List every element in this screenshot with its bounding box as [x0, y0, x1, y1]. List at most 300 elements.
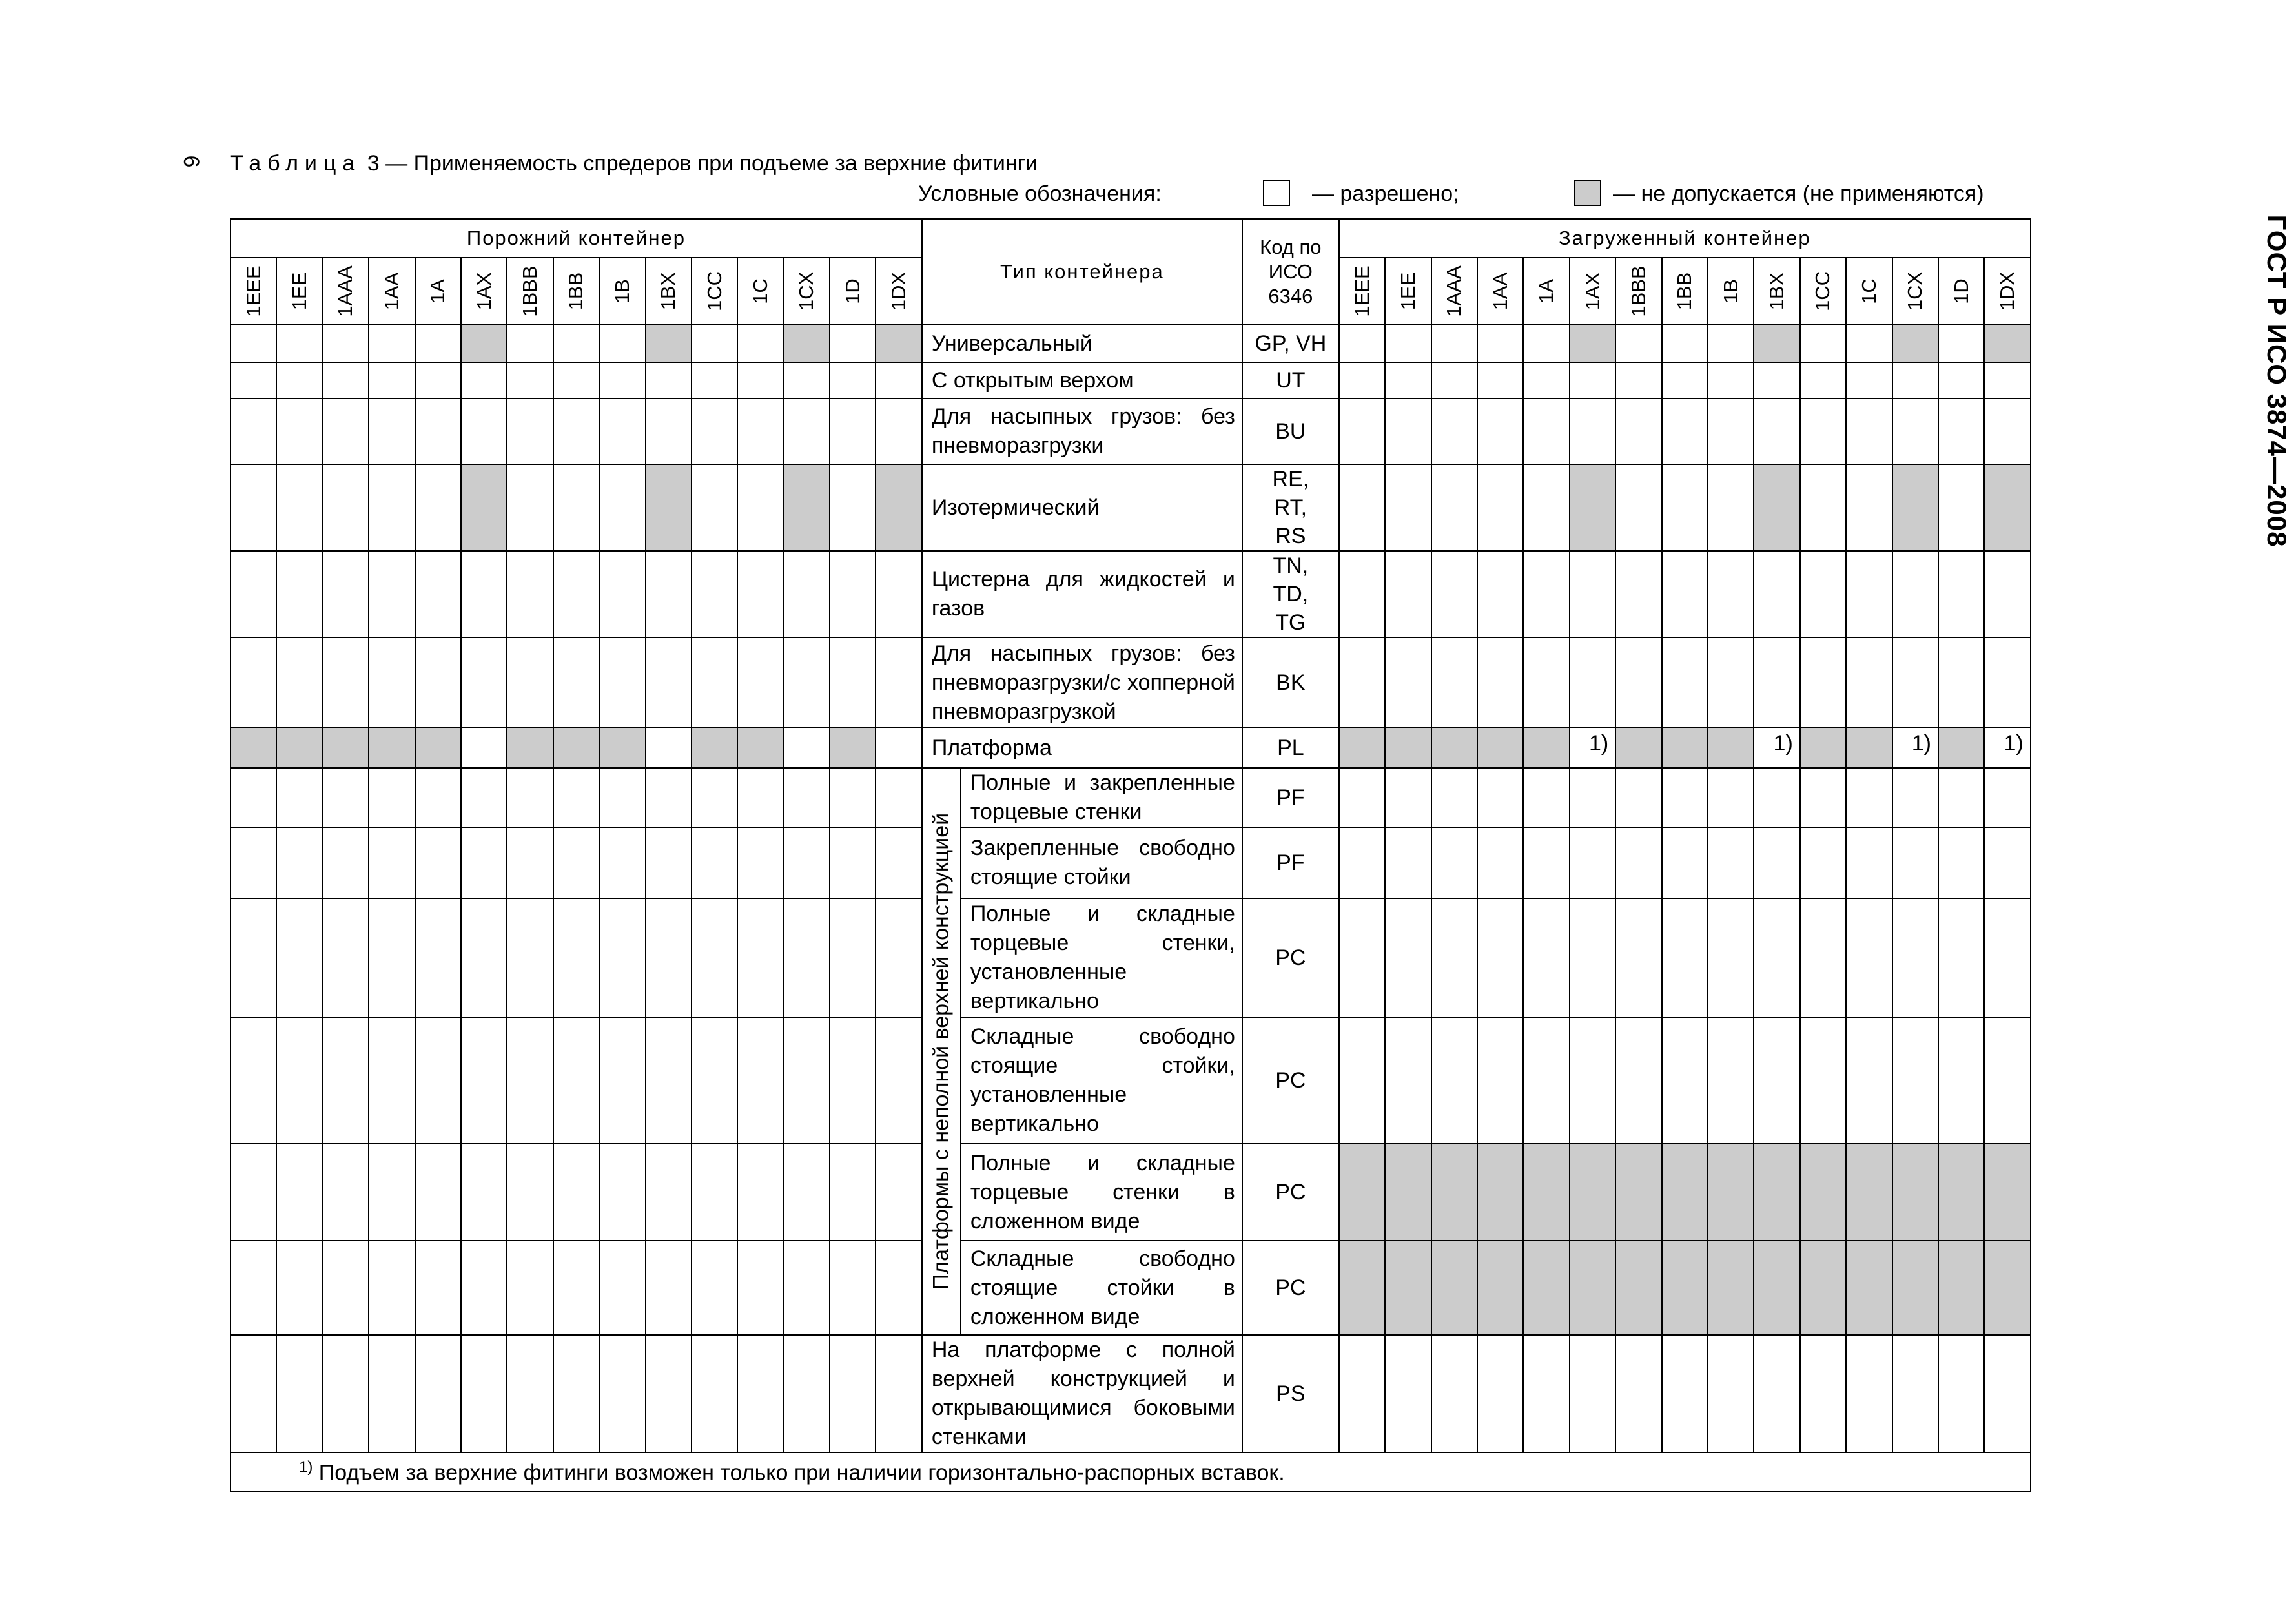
loaded-cell-allowed	[1662, 398, 1708, 464]
empty-cell-allowed	[415, 898, 461, 1017]
loaded-size-label: 1BX	[1765, 272, 1789, 311]
empty-size-label: 1CX	[795, 271, 818, 311]
empty-cell-allowed	[276, 1241, 322, 1335]
iso-code-header-line1: Код по	[1260, 236, 1322, 258]
empty-cell-not-allowed	[231, 728, 276, 768]
loaded-cell-allowed	[1339, 398, 1385, 464]
container-type-cell: Для насыпных грузов: без пневморазгрузки/с хопперной пневморазгрузкой	[922, 637, 1242, 728]
empty-cell-allowed	[830, 325, 876, 362]
loaded-cell-not-allowed	[1984, 325, 2030, 362]
empty-cell-allowed	[461, 898, 507, 1017]
empty-cell-allowed	[276, 398, 322, 464]
empty-cell-allowed	[784, 1017, 830, 1144]
loaded-cell-allowed	[1662, 1335, 1708, 1452]
empty-cell-allowed	[830, 637, 876, 728]
empty-cell-allowed	[276, 464, 322, 551]
empty-cell-allowed	[599, 325, 645, 362]
empty-cell-allowed	[646, 637, 692, 728]
loaded-cell-not-allowed	[1385, 1144, 1431, 1241]
loaded-size-header	[1477, 258, 1523, 325]
empty-cell-allowed	[323, 1144, 369, 1241]
empty-cell-allowed	[231, 325, 276, 362]
empty-cell-allowed	[599, 362, 645, 398]
loaded-cell-allowed	[1570, 768, 1615, 827]
empty-cell-allowed	[461, 768, 507, 827]
empty-cell-allowed	[507, 637, 553, 728]
empty-size-label: 1B	[610, 279, 633, 304]
loaded-size-label: 1BBB	[1626, 265, 1650, 317]
loaded-cell-allowed	[1477, 398, 1523, 464]
page-number: 6	[179, 155, 203, 168]
empty-cell-allowed	[876, 551, 921, 637]
empty-cell-allowed	[276, 362, 322, 398]
empty-cell-allowed	[461, 398, 507, 464]
loaded-cell-allowed	[1846, 551, 1892, 637]
loaded-cell-allowed	[1431, 398, 1477, 464]
loaded-cell-allowed	[1938, 768, 1984, 827]
empty-cell-not-allowed	[876, 464, 921, 551]
iso-code-cell: PF	[1242, 768, 1339, 827]
empty-cell-allowed	[323, 325, 369, 362]
loaded-cell-not-allowed	[1754, 325, 1799, 362]
loaded-cell-not-allowed	[1523, 1241, 1569, 1335]
empty-cell-allowed	[507, 398, 553, 464]
empty-cell-allowed	[369, 637, 415, 728]
loaded-cell-footnote: 1)	[1570, 728, 1615, 768]
loaded-size-header	[1708, 258, 1754, 325]
loaded-cell-not-allowed	[1938, 1241, 1984, 1335]
iso-code-cell: PS	[1242, 1335, 1339, 1452]
empty-cell-allowed	[415, 1335, 461, 1452]
empty-cell-allowed	[415, 325, 461, 362]
loaded-cell-allowed	[1892, 551, 1938, 637]
empty-cell-allowed	[553, 362, 599, 398]
loaded-cell-allowed	[1662, 325, 1708, 362]
empty-cell-allowed	[415, 1017, 461, 1144]
empty-cell-allowed	[231, 898, 276, 1017]
empty-cell-not-allowed	[830, 728, 876, 768]
empty-cell-allowed	[599, 1144, 645, 1241]
empty-cell-allowed	[461, 362, 507, 398]
empty-cell-allowed	[646, 768, 692, 827]
footnote-mark: 1)	[299, 1458, 313, 1476]
loaded-cell-allowed	[1984, 637, 2030, 728]
loaded-cell-allowed	[1523, 898, 1569, 1017]
loaded-cell-not-allowed	[1800, 1241, 1846, 1335]
loaded-cell-allowed	[1846, 464, 1892, 551]
loaded-cell-allowed	[1984, 827, 2030, 898]
iso-code-cell: PF	[1242, 827, 1339, 898]
empty-cell-allowed	[415, 1241, 461, 1335]
empty-cell-allowed	[461, 1241, 507, 1335]
loaded-cell-allowed	[1615, 398, 1661, 464]
loaded-cell-not-allowed	[1800, 728, 1846, 768]
empty-cell-not-allowed	[646, 464, 692, 551]
loaded-cell-allowed	[1708, 898, 1754, 1017]
loaded-cell-allowed	[1477, 1017, 1523, 1144]
loaded-cell-allowed	[1523, 768, 1569, 827]
empty-cell-allowed	[599, 398, 645, 464]
empty-cell-allowed	[369, 1144, 415, 1241]
loaded-cell-not-allowed	[1523, 1144, 1569, 1241]
empty-cell-allowed	[276, 827, 322, 898]
loaded-cell-allowed	[1846, 637, 1892, 728]
loaded-cell-allowed	[1385, 551, 1431, 637]
loaded-cell-allowed	[1938, 1335, 1984, 1452]
empty-cell-allowed	[323, 362, 369, 398]
empty-cell-allowed	[553, 1017, 599, 1144]
empty-size-label: 1C	[748, 278, 772, 304]
empty-cell-allowed	[323, 551, 369, 637]
loaded-size-header	[1431, 258, 1477, 325]
loaded-cell-footnote: 1)	[1892, 728, 1938, 768]
empty-size-header	[553, 258, 599, 325]
empty-cell-allowed	[231, 362, 276, 398]
container-type-cell: На платформе с полной верхней конструкцией и открывающимися боковыми стенками	[922, 1335, 1242, 1452]
empty-size-label: 1BB	[564, 272, 588, 311]
loaded-cell-not-allowed	[1984, 1241, 2030, 1335]
loaded-cell-allowed	[1570, 551, 1615, 637]
empty-cell-allowed	[646, 1241, 692, 1335]
footnote-text: Подъем за верхние фитинги возможен только при наличии горизонтально-распорных вставок.	[318, 1460, 1285, 1485]
empty-cell-allowed	[784, 551, 830, 637]
empty-cell-allowed	[461, 637, 507, 728]
iso-code-cell: RE, RT, RS	[1242, 464, 1339, 551]
empty-size-header	[231, 258, 276, 325]
footnote	[231, 1452, 2031, 1491]
empty-cell-allowed	[737, 637, 783, 728]
empty-cell-allowed	[369, 898, 415, 1017]
empty-cell-allowed	[876, 827, 921, 898]
empty-cell-allowed	[323, 464, 369, 551]
iso-code-cell: BK	[1242, 637, 1339, 728]
loaded-cell-allowed	[1570, 1335, 1615, 1452]
loaded-size-label: 1AA	[1488, 272, 1512, 311]
loaded-cell-allowed	[1385, 898, 1431, 1017]
empty-cell-allowed	[646, 1144, 692, 1241]
loaded-cell-allowed	[1477, 362, 1523, 398]
loaded-cell-not-allowed	[1477, 728, 1523, 768]
container-type-cell: Цистерна для жидкостей и газов	[922, 551, 1242, 637]
empty-cell-allowed	[784, 398, 830, 464]
loaded-cell-allowed	[1431, 325, 1477, 362]
empty-cell-allowed	[553, 1241, 599, 1335]
empty-cell-allowed	[231, 1017, 276, 1144]
loaded-cell-allowed	[1800, 325, 1846, 362]
loaded-cell-allowed	[1892, 898, 1938, 1017]
empty-cell-not-allowed	[415, 728, 461, 768]
loaded-cell-not-allowed	[1477, 1144, 1523, 1241]
loaded-size-label: 1BB	[1673, 272, 1696, 311]
empty-cell-allowed	[646, 362, 692, 398]
loaded-cell-allowed	[1754, 551, 1799, 637]
empty-cell-allowed	[784, 1241, 830, 1335]
legend-allowed-swatch	[1263, 180, 1290, 206]
container-type-cell: Складные свободно стоящие стойки, установленные вертикально	[961, 1017, 1242, 1144]
empty-size-header	[692, 258, 737, 325]
empty-cell-allowed	[553, 637, 599, 728]
loaded-cell-allowed	[1615, 637, 1661, 728]
iso-code-header-line2: ИСО	[1268, 260, 1313, 283]
loaded-cell-allowed	[1477, 827, 1523, 898]
loaded-cell-allowed	[1570, 827, 1615, 898]
empty-cell-not-allowed	[323, 728, 369, 768]
loaded-size-header	[1984, 258, 2030, 325]
loaded-cell-allowed	[1523, 464, 1569, 551]
empty-cell-allowed	[323, 1017, 369, 1144]
empty-cell-allowed	[737, 1017, 783, 1144]
loaded-size-label: 1C	[1857, 278, 1880, 304]
empty-cell-allowed	[876, 1241, 921, 1335]
empty-cell-allowed	[646, 398, 692, 464]
empty-size-label: 1D	[841, 278, 864, 304]
loaded-cell-allowed	[1431, 827, 1477, 898]
loaded-cell-allowed	[1385, 362, 1431, 398]
loaded-container-header: Загруженный контейнер	[1339, 219, 2031, 258]
empty-size-label: 1A	[426, 279, 449, 304]
loaded-cell-allowed	[1523, 637, 1569, 728]
container-type-cell: Универсальный	[922, 325, 1242, 362]
loaded-cell-allowed	[1339, 1017, 1385, 1144]
loaded-size-header	[1662, 258, 1708, 325]
loaded-cell-allowed	[1938, 551, 1984, 637]
loaded-cell-allowed	[1339, 1335, 1385, 1452]
iso-code-header-line3: 6346	[1268, 285, 1313, 307]
empty-cell-not-allowed	[507, 728, 553, 768]
loaded-cell-allowed	[1892, 1017, 1938, 1144]
empty-cell-allowed	[231, 768, 276, 827]
loaded-cell-allowed	[1477, 637, 1523, 728]
container-type-header: Тип контейнера	[922, 219, 1242, 325]
loaded-cell-allowed	[1662, 464, 1708, 551]
loaded-cell-not-allowed	[1523, 728, 1569, 768]
empty-cell-allowed	[830, 898, 876, 1017]
loaded-cell-allowed	[1523, 362, 1569, 398]
loaded-cell-allowed	[1938, 898, 1984, 1017]
empty-cell-allowed	[784, 898, 830, 1017]
loaded-size-label: 1AAA	[1442, 265, 1466, 317]
container-type-cell: Складные свободно стоящие стойки в сложенном виде	[961, 1241, 1242, 1335]
loaded-cell-allowed	[1570, 898, 1615, 1017]
empty-cell-allowed	[737, 1144, 783, 1241]
loaded-cell-not-allowed	[1570, 1241, 1615, 1335]
loaded-cell-allowed	[1800, 768, 1846, 827]
empty-cell-allowed	[599, 827, 645, 898]
empty-cell-allowed	[553, 1335, 599, 1452]
empty-cell-not-allowed	[599, 728, 645, 768]
empty-cell-allowed	[323, 898, 369, 1017]
empty-cell-allowed	[830, 1017, 876, 1144]
loaded-cell-allowed	[1570, 1017, 1615, 1144]
loaded-cell-allowed	[1662, 362, 1708, 398]
empty-cell-allowed	[830, 464, 876, 551]
loaded-cell-allowed	[1708, 398, 1754, 464]
empty-cell-allowed	[737, 551, 783, 637]
loaded-cell-allowed	[1523, 827, 1569, 898]
empty-size-label: 1EEE	[241, 265, 265, 317]
empty-cell-allowed	[599, 1335, 645, 1452]
empty-cell-allowed	[692, 768, 737, 827]
loaded-cell-allowed	[1431, 1335, 1477, 1452]
iso-code-cell: GP, VH	[1242, 325, 1339, 362]
empty-size-header	[507, 258, 553, 325]
loaded-cell-allowed	[1477, 464, 1523, 551]
loaded-cell-allowed	[1708, 827, 1754, 898]
empty-cell-allowed	[784, 1144, 830, 1241]
empty-cell-not-allowed	[692, 728, 737, 768]
loaded-size-label: 1EEE	[1350, 265, 1373, 317]
empty-cell-allowed	[276, 898, 322, 1017]
footnote-row	[231, 1452, 2031, 1491]
empty-cell-allowed	[599, 898, 645, 1017]
loaded-cell-allowed	[1800, 1335, 1846, 1452]
loaded-cell-allowed	[1339, 551, 1385, 637]
empty-cell-allowed	[692, 325, 737, 362]
loaded-cell-allowed	[1984, 768, 2030, 827]
loaded-cell-allowed	[1615, 362, 1661, 398]
loaded-size-label: 1B	[1719, 279, 1742, 304]
spreader-applicability-table	[230, 218, 2031, 1492]
empty-cell-allowed	[737, 398, 783, 464]
iso-code-cell: PL	[1242, 728, 1339, 768]
empty-cell-allowed	[692, 398, 737, 464]
table-row	[231, 768, 2031, 827]
loaded-cell-allowed	[1892, 1335, 1938, 1452]
empty-cell-allowed	[692, 1241, 737, 1335]
empty-cell-allowed	[599, 1017, 645, 1144]
loaded-cell-allowed	[1984, 398, 2030, 464]
empty-cell-allowed	[692, 1017, 737, 1144]
loaded-size-header	[1800, 258, 1846, 325]
empty-container-header: Порожний контейнер	[231, 219, 922, 258]
loaded-size-label: 1EE	[1396, 272, 1419, 311]
empty-cell-allowed	[830, 551, 876, 637]
empty-cell-allowed	[415, 637, 461, 728]
loaded-cell-allowed	[1800, 464, 1846, 551]
empty-size-header	[784, 258, 830, 325]
empty-size-header	[830, 258, 876, 325]
loaded-size-header	[1615, 258, 1661, 325]
empty-size-header	[737, 258, 783, 325]
loaded-cell-allowed	[1339, 362, 1385, 398]
empty-cell-allowed	[369, 1017, 415, 1144]
loaded-cell-allowed	[1615, 827, 1661, 898]
table-row	[231, 898, 2031, 1017]
loaded-cell-footnote: 1)	[1754, 728, 1799, 768]
loaded-size-label: 1A	[1535, 279, 1558, 304]
empty-cell-allowed	[415, 768, 461, 827]
empty-cell-allowed	[553, 398, 599, 464]
empty-cell-allowed	[737, 362, 783, 398]
container-type-cell: Закрепленные свободно стоящие стойки	[961, 827, 1242, 898]
empty-cell-allowed	[415, 398, 461, 464]
loaded-cell-allowed	[1846, 362, 1892, 398]
empty-cell-allowed	[507, 464, 553, 551]
loaded-cell-allowed	[1385, 1017, 1431, 1144]
empty-cell-allowed	[507, 768, 553, 827]
loaded-size-label: 1CC	[1811, 271, 1834, 312]
empty-cell-allowed	[323, 1335, 369, 1452]
loaded-size-label: 1DX	[1996, 271, 2019, 311]
table-row	[231, 728, 2031, 768]
legend-allowed-text: — разрешено;	[1312, 181, 1459, 206]
table-title-number: 3	[367, 151, 380, 176]
loaded-cell-not-allowed	[1708, 728, 1754, 768]
loaded-cell-allowed	[1385, 325, 1431, 362]
empty-cell-allowed	[876, 362, 921, 398]
loaded-cell-not-allowed	[1662, 1144, 1708, 1241]
empty-cell-allowed	[507, 827, 553, 898]
empty-cell-allowed	[231, 551, 276, 637]
loaded-cell-not-allowed	[1385, 728, 1431, 768]
empty-cell-allowed	[553, 325, 599, 362]
loaded-cell-allowed	[1339, 637, 1385, 728]
container-type-cell: Платформа	[922, 728, 1242, 768]
empty-cell-allowed	[737, 325, 783, 362]
loaded-cell-allowed	[1339, 325, 1385, 362]
loaded-cell-allowed	[1846, 768, 1892, 827]
loaded-cell-allowed	[1938, 398, 1984, 464]
empty-cell-allowed	[830, 827, 876, 898]
table-row	[231, 362, 2031, 398]
empty-size-header	[646, 258, 692, 325]
empty-cell-allowed	[692, 551, 737, 637]
empty-cell-allowed	[507, 1017, 553, 1144]
loaded-cell-allowed	[1984, 1017, 2030, 1144]
legend-label: Условные обозначения:	[918, 181, 1162, 206]
loaded-cell-allowed	[1523, 1017, 1569, 1144]
container-type-cell: Изотермический	[922, 464, 1242, 551]
empty-cell-allowed	[876, 768, 921, 827]
iso-code-cell: PC	[1242, 898, 1339, 1017]
empty-cell-allowed	[599, 551, 645, 637]
loaded-cell-allowed	[1892, 827, 1938, 898]
loaded-cell-not-allowed	[1570, 325, 1615, 362]
empty-cell-allowed	[507, 325, 553, 362]
loaded-cell-allowed	[1800, 1017, 1846, 1144]
loaded-cell-not-allowed	[1570, 464, 1615, 551]
loaded-cell-allowed	[1754, 1017, 1799, 1144]
empty-cell-allowed	[507, 898, 553, 1017]
empty-cell-allowed	[646, 1335, 692, 1452]
loaded-size-header	[1938, 258, 1984, 325]
empty-cell-allowed	[276, 325, 322, 362]
loaded-cell-allowed	[1615, 898, 1661, 1017]
loaded-cell-not-allowed	[1339, 1241, 1385, 1335]
loaded-cell-allowed	[1708, 637, 1754, 728]
container-type-cell: Полные и складные торцевые стенки в сложенном виде	[961, 1144, 1242, 1241]
sub-group-label: Платформы с неполной верхней конструкцией	[928, 812, 954, 1290]
empty-cell-allowed	[692, 637, 737, 728]
empty-cell-not-allowed	[737, 728, 783, 768]
loaded-cell-allowed	[1385, 637, 1431, 728]
loaded-cell-allowed	[1708, 325, 1754, 362]
empty-cell-allowed	[461, 827, 507, 898]
empty-cell-allowed	[507, 1335, 553, 1452]
empty-size-header	[599, 258, 645, 325]
loaded-cell-allowed	[1662, 768, 1708, 827]
empty-cell-allowed	[784, 827, 830, 898]
loaded-cell-allowed	[1477, 898, 1523, 1017]
empty-cell-allowed	[415, 1144, 461, 1241]
loaded-cell-not-allowed	[1615, 1241, 1661, 1335]
loaded-cell-allowed	[1846, 325, 1892, 362]
table-row	[231, 1335, 2031, 1452]
table-row	[231, 464, 2031, 551]
legend-forbidden-swatch	[1574, 180, 1601, 206]
empty-cell-allowed	[599, 768, 645, 827]
iso-code-cell: PC	[1242, 1241, 1339, 1335]
